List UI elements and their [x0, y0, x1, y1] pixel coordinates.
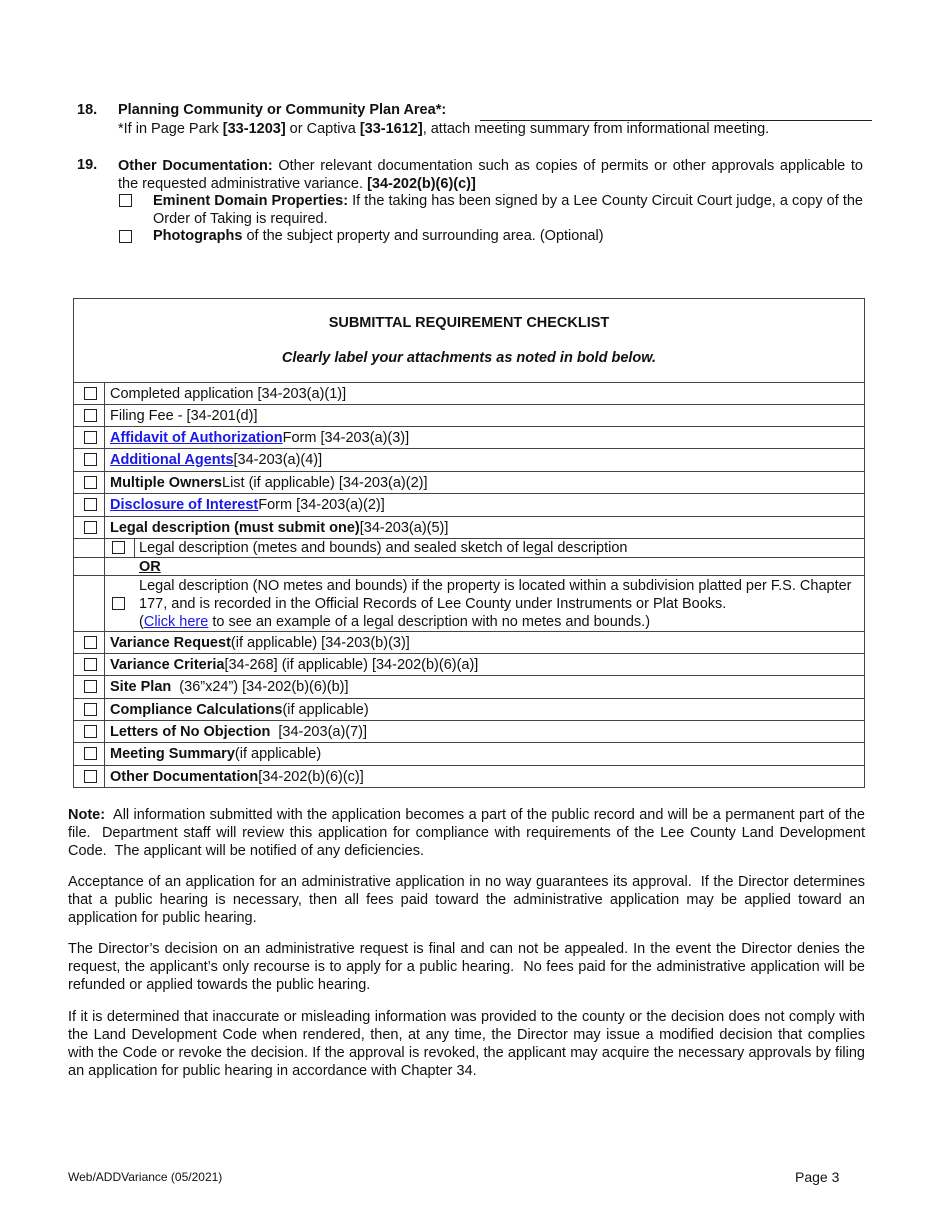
legal-option-2-text: Legal description (NO metes and bounds) if the property is located within a subdivision platted per F.S. Chapter 177, and is recorded in the Official Records of Lee County under Instruments or Plat Books. (Click here to see an example of a legal description with no metes and bounds.) — [139, 578, 852, 630]
checklist-header — [74, 299, 864, 383]
photographs-checkbox[interactable] — [119, 230, 132, 243]
checklist-checkbox[interactable] — [84, 703, 97, 716]
affidavit-of-authorization-link[interactable]: Affidavit of Authorization — [110, 429, 283, 446]
acceptance-paragraph: Acceptance of an application for an administrative application in no way guarantees its approval. If the Director determines that a public hearing is necessary, then all fees paid toward the administrative application may be applied toward an application for public hearing. — [68, 874, 870, 926]
checklist-row — [74, 632, 864, 654]
item-18-number: 18. — [77, 102, 98, 118]
legal-option-1-checkbox[interactable] — [112, 541, 125, 554]
eminent-domain-checkbox[interactable] — [119, 194, 132, 207]
legal-option-1-row — [74, 539, 864, 558]
checklist-checkbox[interactable] — [84, 680, 97, 693]
disclosure-of-interest-link[interactable]: Disclosure of Interest — [110, 497, 259, 513]
checklist-row — [74, 383, 864, 405]
click-here-link[interactable]: Click here — [143, 614, 209, 630]
footer-page-number: Page 3 — [795, 1169, 840, 1185]
checklist-row — [74, 449, 864, 472]
checklist-row-text: Meeting Summary (if applicable) — [110, 746, 322, 762]
checklist-row-text: Variance Criteria [34-268] (if applicable) [34-202(b)(6)(a)] — [110, 656, 479, 673]
checklist-checkbox[interactable] — [84, 770, 97, 783]
checklist-row-text: Additional Agents [34-203(a)(4)] — [110, 452, 323, 468]
checklist-subtitle: Clearly label your attachments as noted in bold below. — [281, 350, 657, 366]
checklist-checkbox[interactable] — [84, 725, 97, 738]
note-paragraph: Note: All information submitted with the application becomes a part of the public record and will be a permanent part of the file. Department staff will review this application for compliance with requirements of the Lee County Land Development Code. The applicant will be notified of any deficiencies. — [68, 807, 870, 859]
checklist-row-text: Variance Request (if applicable) [34-203(b)(3)] — [110, 634, 410, 651]
legal-option-2-row — [74, 576, 864, 632]
legal-or-label: OR — [139, 558, 161, 575]
checklist-row-text: Compliance Calculations (if applicable) — [110, 701, 369, 718]
checklist-checkbox[interactable] — [84, 498, 97, 511]
submittal-checklist-table — [73, 298, 865, 788]
checklist-checkbox[interactable] — [84, 658, 97, 671]
additional-agents-link[interactable]: Additional Agents — [110, 452, 234, 468]
checklist-checkbox[interactable] — [84, 409, 97, 422]
checklist-checkbox[interactable] — [84, 387, 97, 400]
item-18-note: *If in Page Park [33-1203] or Captiva [33-1612], attach meeting summary from informational meeting. — [118, 121, 770, 137]
checklist-row-text: Letters of No Objection [34-203(a)(7)] — [110, 723, 368, 740]
checklist-row — [74, 743, 864, 766]
checklist-row — [74, 472, 864, 494]
footer-form-id: Web/ADDVariance (05/2021) — [68, 1170, 223, 1184]
checklist-row — [74, 427, 864, 449]
checklist-row — [74, 676, 864, 699]
checklist-row-text: Disclosure of Interest Form [34-203(a)(2)] — [110, 497, 385, 513]
checklist-checkbox[interactable] — [84, 636, 97, 649]
checklist-title: SUBMITTAL REQUIREMENT CHECKLIST — [328, 315, 610, 331]
item-19-number: 19. — [77, 157, 98, 173]
legal-option-1-text: Legal description (metes and bounds) and sealed sketch of legal description — [139, 540, 628, 556]
checklist-row — [74, 494, 864, 517]
checklist-checkbox[interactable] — [84, 521, 97, 534]
legal-option-2-checkbox[interactable] — [112, 597, 125, 610]
checklist-checkbox[interactable] — [84, 431, 97, 444]
checklist-row-text: Filing Fee - [34-201(d)] — [110, 407, 258, 424]
checklist-row — [74, 766, 864, 787]
photographs-text: Photographs of the subject property and surrounding area. (Optional) — [153, 228, 604, 244]
revocation-paragraph: If it is determined that inaccurate or misleading information was provided to the county or the decision does not comply with the Land Development Code when rendered, then, at any time, the Director may issue a modified decision that complies with the Code or revoke the decision. If the approval is revoked, the applicant may acquire the necessary approvals by filing an application for public hearing in accordance with Chapter 34. — [68, 1009, 865, 1079]
checklist-checkbox[interactable] — [84, 476, 97, 489]
item-18-label: Planning Community or Community Plan Area*: — [118, 102, 447, 118]
director-decision-paragraph: The Director’s decision on an administrative request is final and can not be appealed. In the event the Director denies the request, the applicant’s only recourse is to apply for a public hearing. No fees paid for the administrative application will be refunded or applied towards the public hearing. — [68, 941, 870, 993]
checklist-row-text: Multiple Owners List (if applicable) [34-203(a)(2)] — [110, 474, 428, 491]
checklist-checkbox[interactable] — [84, 453, 97, 466]
legal-or-row — [74, 558, 864, 576]
checklist-row-text: Other Documentation [34-202(b)(6)(c)] — [110, 768, 364, 785]
checklist-row-text: Completed application [34-203(a)(1)] — [110, 385, 347, 402]
checklist-row-text: Legal description (must submit one) [34-203(a)(5)] — [110, 519, 449, 536]
eminent-domain-text: Eminent Domain Properties: If the taking has been signed by a Lee County Circuit Court judge, a copy of the Order of Taking is required. — [153, 193, 863, 227]
checklist-checkbox[interactable] — [84, 747, 97, 760]
checklist-row — [74, 517, 864, 539]
checklist-row — [74, 721, 864, 743]
checklist-row-text: Site Plan (36”x24”) [34-202(b)(6)(b)] — [110, 679, 349, 695]
checklist-row — [74, 405, 864, 427]
item-19-text: Other Documentation: Other relevant documentation such as copies of permits or other approvals applicable to the requested administrative variance. [34-202(b)(6)(c)] — [118, 158, 863, 192]
checklist-row — [74, 699, 864, 721]
checklist-row-text: Affidavit of Authorization Form [34-203(a)(3)] — [110, 429, 410, 446]
checklist-row — [74, 654, 864, 676]
